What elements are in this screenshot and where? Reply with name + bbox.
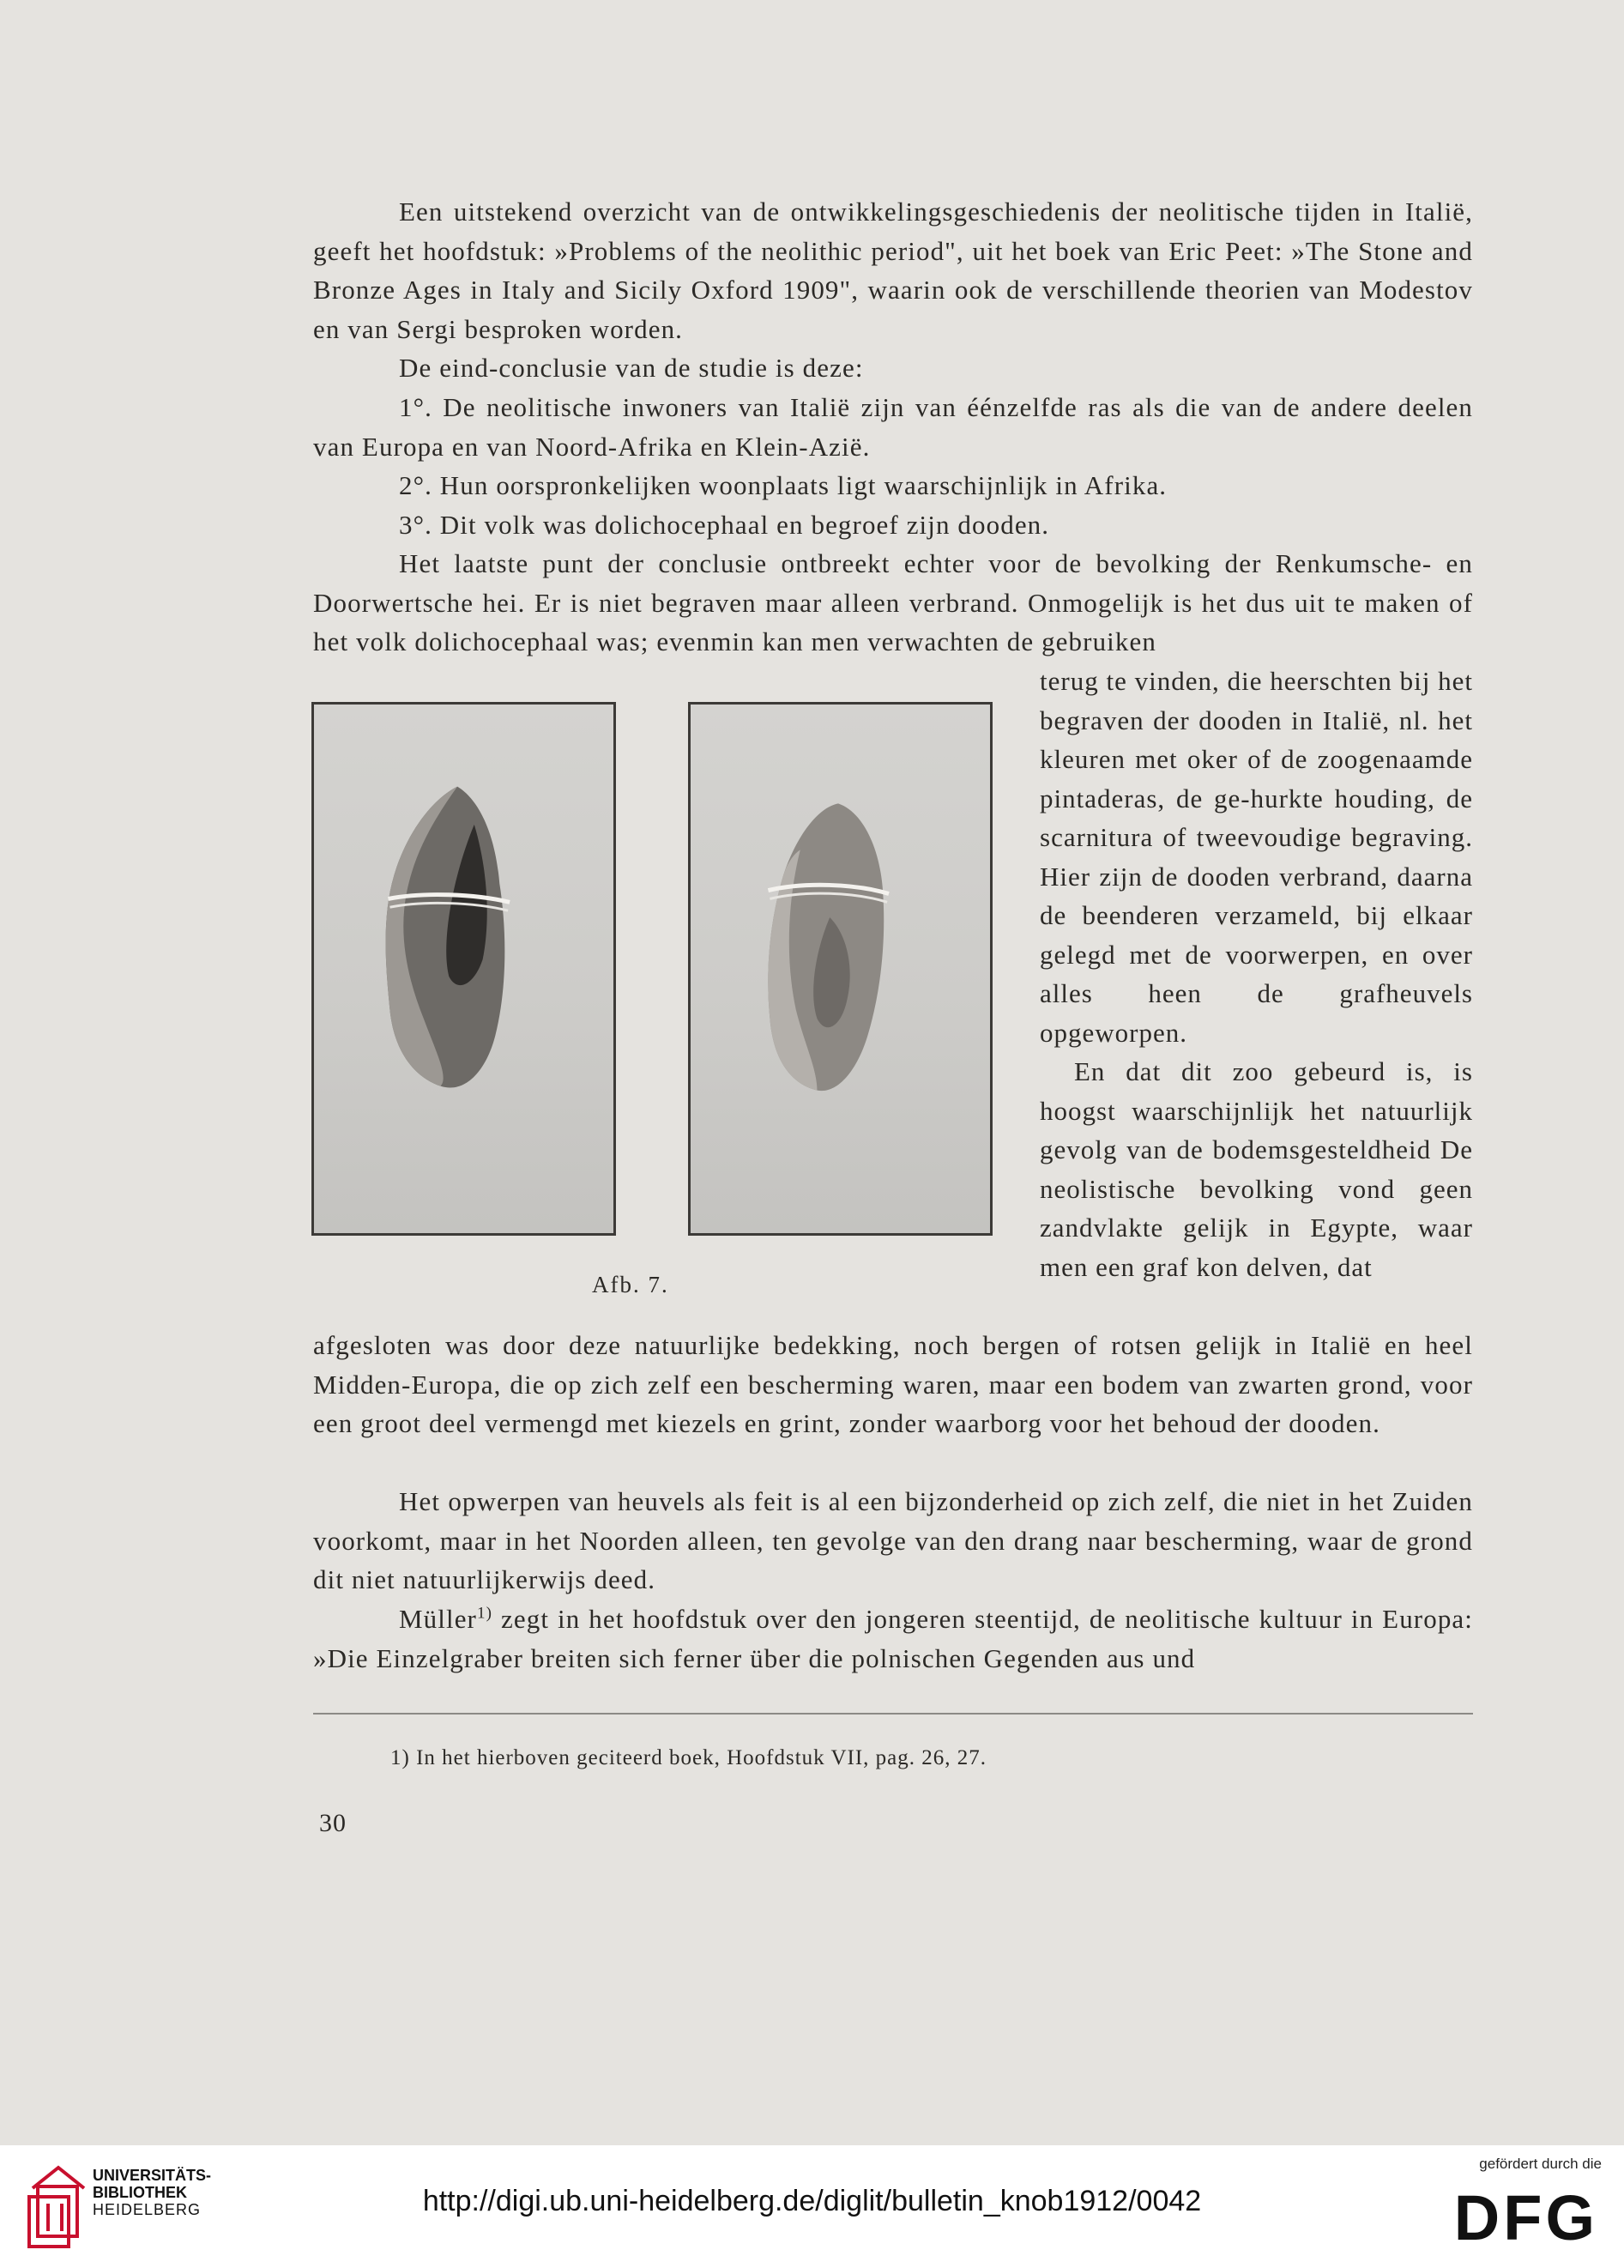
paragraph-renkum: Het laatste punt der conclusie ontbreekt echter voor de bevolking der Renkumsche- en Doorwertsche hei. Er is niet begraven maar alleen verbrand. Onmogelijk is het dus uit te maken of het volk dolichocephaal was; evenmin kan men verwachten de gebruiken [313, 548, 1473, 656]
flint-axe-front-photo [311, 702, 616, 1236]
paragraph-conclusion-2: 2°. Hun oorspronkelijken woonplaats ligt waarschijnlijk in Afrika. [399, 470, 1168, 500]
paragraph-conclusion-intro: De eind-conclusie van de studie is deze: [399, 353, 864, 383]
dfg-logo[interactable]: DFG [1453, 2182, 1598, 2253]
flint-axe-back-icon [691, 705, 990, 1233]
page-number: 30 [319, 1809, 347, 1837]
author-name: Müller [399, 1604, 477, 1634]
paragraph-muller-text: zegt in het hoofdstuk over den jongeren steentijd, de neolitische kultuur in Europa: »Die Einzelgraber breiten sich ferner über die polnischen Gegenden aus und [313, 1604, 1473, 1673]
paragraph-side-1: terug te vinden, die heerschten bij het begraven der dooden in Italië, nl. het kleuren met oker of de zoogenaamde pintaderas, de ge-hurkte houding, de scarnitura of tweevoudige begraving. Hier zijn de dooden verbrand, daarna de beenderen verzameld, bij elkaar gelegd met de voorwerpen, en over alles heen de grafheuvels opgeworpen. [1040, 666, 1473, 1048]
paragraph-muller [313, 1600, 1473, 1678]
side-column [1040, 662, 1473, 1286]
figure-caption: Afb. 7. [592, 1272, 669, 1297]
footnote-divider [313, 1713, 1473, 1715]
flint-axe-front-icon [314, 705, 613, 1233]
paragraph-intro: Een uitstekend overzicht van de ontwikkelingsgeschiedenis der neolitische tijden in Italië, geeft het hoofdstuk: »Problems of the neolithic period", uit het boek van Eric Peet: »The Stone and Bronze Ages in Italy and Sicily Oxford 1909", waarin ook de verschillende theorien van Modestov en van Sergi besproken worden. [313, 197, 1473, 344]
paragraph-conclusion-3: 3°. Dit volk was dolichocephaal en begroef zijn dooden. [399, 510, 1050, 540]
library-name-line-2: BIBLIOTHEK [93, 2184, 187, 2201]
footer-bar [0, 2145, 1624, 2268]
funding-note: gefördert durch die [1479, 2156, 1602, 2172]
library-name-line-1: UNIVERSITÄTS- [93, 2167, 212, 2184]
paragraph-side-2: En dat dit zoo gebeurd is, is hoogst waarschijnlijk het natuurlijk gevolg van de bodemsgesteldheid De neolistische bevolking vond geen zandvlakte gelijk in Egypte, waar men een graf kon delven, dat [1040, 1056, 1473, 1282]
flint-axe-back-photo [688, 702, 993, 1236]
footnote-reference[interactable]: 1) [476, 1604, 493, 1623]
paragraph-continuation: afgesloten was door deze natuurlijke bedekking, noch bergen of rotsen gelijk in Italië en heel Midden-Europa, die op zich zelf een bescherming waren, maar een bodem van zwarten grond, voor een groot deel vermengd met kiezels en grint, zonder waarborg voor het behoud der dooden. [313, 1330, 1473, 1438]
paragraph-heuvels: Het opwerpen van heuvels als feit is al een bijzonderheid op zich zelf, die niet in het Zuiden voorkomt, maar in het Noorden alleen, ten gevolge van den drang naar bescherming, waar de grond dit niet natuurlijkerwijs deed. [313, 1486, 1473, 1594]
library-name-line-3: HEIDELBERG [93, 2201, 202, 2218]
permalink-url[interactable]: http://digi.ub.uni-heidelberg.de/diglit/bulletin_knob1912/0042 [422, 2185, 1202, 2217]
paragraph-conclusion-1: 1°. De neolitische inwoners van Italië zijn van éénzelfde ras als die van de andere deelen van Europa en van Noord-Afrika en Klein-Azië. [313, 392, 1473, 462]
footnote: 1) In het hierboven geciteerd boek, Hoofdstuk VII, pag. 26, 27. [390, 1746, 987, 1769]
